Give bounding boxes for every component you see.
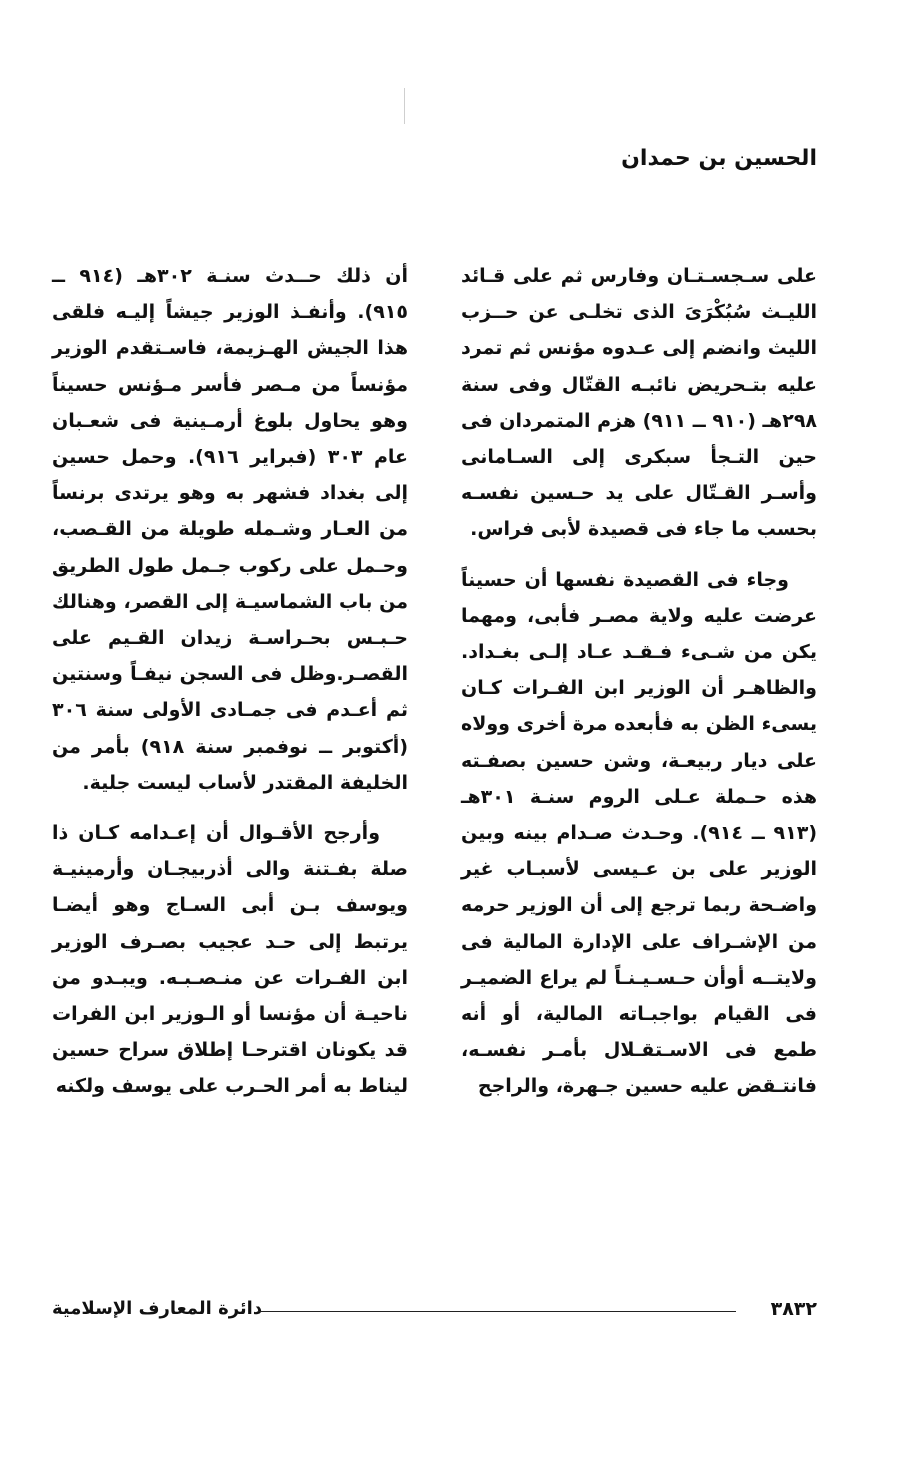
left-column-paragraph-2: وأرجح الأقـوال أن إعـدامه كـان ذا صلة بفـتنة والى أذربيجـان وأرمينيـة ويوسف بـن أبى السـاج وهو أيضـا يرتبط إلى حـد عجيب بصـرف الوزير ابن الفـرات عن منـصـبـه. ويبـدو من ناحيـة أن مؤنسا أو الـوزير ابن الفرات قد يكونان اقترحـا إطلاق سراح حسين ليناط به أمر الحـرب على يوسف ولكنه	[52, 822, 408, 1098]
right-column	[461, 258, 817, 1105]
footer-divider	[258, 1311, 736, 1312]
left-column	[52, 258, 408, 1105]
scan-mark	[404, 88, 405, 124]
right-column-paragraph-1: على سـجسـتـان وفارس ثم على قـائد الليـث سُبُكْرَىَ الذى تخلـى عن حــزب الليث وانضم إلى عـدوه مؤنس ثم تمرد عليه بتـحريض نائبـه القتّال وفى سنة ٢٩٨هـ (٩١٠ ــ ٩١١) هزم المتمردان فى حين التـجأ سبكرى إلى السـامانى وأسـر القـتّال على يد حـسين نفسـه بحسب ما جاء فى قصيدة لأبى فراس.	[461, 265, 818, 541]
footer-journal-title: دائرة المعارف الإسلامية	[52, 1298, 263, 1319]
page-number: ٣٨٣٢	[770, 1298, 817, 1320]
left-column-paragraph-1: أن ذلك حــدث سنـة ٣٠٢هـ (٩١٤ ــ ٩١٥). وأنفـذ الوزير جيشاً إليـه فلقى هذا الجيش الهـزيمة، فاسـتقدم الوزير مؤنساً من مـصر فأسر مـؤنس حسيناً وهو يحاول بلوغ أرمـينية فى شعـبان عام ٣٠٣ (فبراير ٩١٦). وحمل حسين إلى بغداد فشهر به وهو يرتدى برنساً من العـار وشـمله طويلة من القـصب، وحـمل على ركوب جـمل طول الطريق من باب الشماسيـة إلى القصر، وهنالك حـبـس بحـراسـة زيدان القـيم على القصـر.وظل فى السجن نيفـاً وسنتين ثم أعـدم فى جمـادى الأولى سنة ٣٠٦ (أكتوبر ــ نوفمبر سنة ٩١٨) بأمر من الخليفة المقتدر لأساب ليست جلية.	[52, 265, 408, 794]
running-title: الحسين بن حمدان	[621, 146, 817, 171]
right-column-paragraph-2: وجاء فى القصيدة نفسها أن حسيناً عرضت عليه ولاية مصـر فأبى، ومهما يكن من شـىء فـقـد عـاد إلـى بغـداد. والظاهـر أن الوزير ابن الفـرات كـان يسىء الظن به فأبعده مرة أخرى وولاه على ديار ربيعـة، وشن حسين بصفـته هذه حـملة عـلى الروم سنـة ٣٠١هـ (٩١٣ ــ ٩١٤). وحـدث صـدام بينه وبين الوزير على بن عـيسى لأسبـاب غير واضـحة ربما ترجع إلى أن الوزير حرمه من الإشـراف على الإدارة المالية فى ولايتــه أوأن حـسـيـنـاً لم يراع الضميـر فى القيام بواجبـاته المالية، أو أنه طمع فى الاسـتقـلال بأمـر نفسـه، فانتـقض عليه حسين جـهرة، والراجح	[461, 568, 817, 1098]
